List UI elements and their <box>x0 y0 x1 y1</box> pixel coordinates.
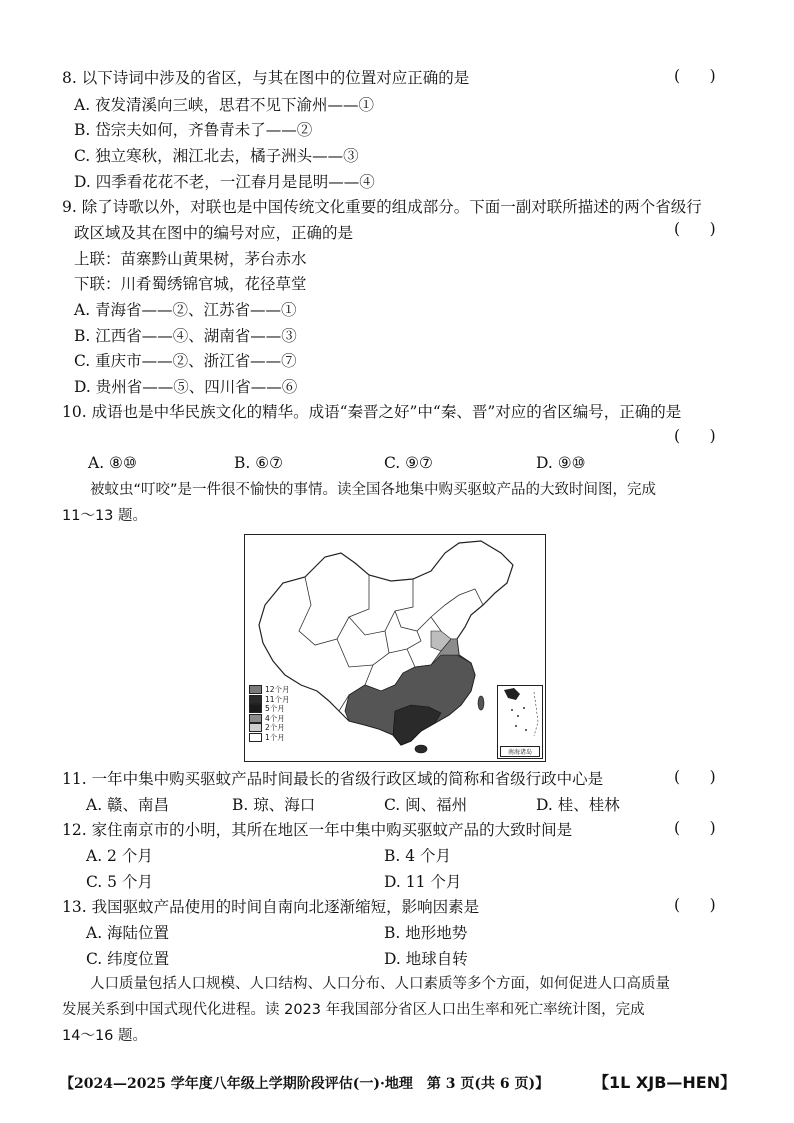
q9-stem-line1: 9. 除了诗歌以外，对联也是中国传统文化重要的组成部分。下面一副对联所描述的两个省级行 <box>62 198 702 216</box>
mosquito-repellent-map <box>244 534 546 762</box>
inset-label: 南海诸岛 <box>500 746 540 757</box>
intro-11-13-line2: 11～13 题。 <box>62 508 148 524</box>
region-12-months <box>393 705 441 745</box>
q8-option-d[interactable]: D. 四季看花花不老，一江春月是昆明——④ <box>74 173 375 191</box>
paper-code: 【1L XJB—HEN】 <box>593 1073 737 1092</box>
q11-option-a[interactable]: A. 赣、南昌 <box>86 796 170 814</box>
intro-14-16-line2: 发展关系到中国式现代化进程。读 2023 年我国部分省区人口出生率和死亡率统计图，完成 <box>62 1002 645 1018</box>
map-legend <box>249 685 290 742</box>
south-china-sea-inset <box>497 685 543 759</box>
inset-map <box>498 686 542 746</box>
q11-stem: 11. 一年中集中购买驱蚊产品时间最长的省级行政区域的简称和省级行政中心是 <box>62 770 604 788</box>
legend-swatch <box>249 695 262 704</box>
q10-option-c[interactable]: C. ⑨⑦ <box>384 454 433 472</box>
legend-row <box>249 704 290 714</box>
q13-option-c[interactable]: C. 纬度位置 <box>86 950 170 968</box>
legend-label: 5个月 <box>265 704 285 713</box>
q11-option-c[interactable]: C. 闽、福州 <box>384 796 468 814</box>
q11-option-d[interactable]: D. 桂、桂林 <box>536 796 620 814</box>
q10-answer-paren[interactable]: ( ) <box>674 427 716 445</box>
q13-option-a[interactable]: A. 海陆位置 <box>86 924 170 942</box>
legend-row <box>249 685 290 695</box>
taiwan-island <box>478 696 484 710</box>
q10-option-b[interactable]: B. ⑥⑦ <box>234 454 284 472</box>
q13-option-b[interactable]: B. 地形地势 <box>384 924 468 942</box>
q10-option-a[interactable]: A. ⑧⑩ <box>88 454 137 472</box>
q9-option-a[interactable]: A. 青海省——②、江苏省——① <box>74 301 297 319</box>
legend-row <box>249 723 290 733</box>
q11-option-b[interactable]: B. 琼、海口 <box>232 796 316 814</box>
q12-option-b[interactable]: B. 4 个月 <box>384 847 452 865</box>
q9-couplet-lower: 下联：川肴蜀绣锦官城，花径草堂 <box>74 275 307 293</box>
hainan-island <box>415 745 427 753</box>
q9-option-b[interactable]: B. 江西省——④、湖南省——③ <box>74 327 297 345</box>
legend-swatch <box>249 704 262 713</box>
intro-14-16-line3: 14～16 题。 <box>62 1028 148 1044</box>
legend-swatch <box>249 733 262 742</box>
q12-option-d[interactable]: D. 11 个月 <box>384 873 462 891</box>
q13-answer-paren[interactable]: ( ) <box>674 896 716 914</box>
q13-option-d[interactable]: D. 地球自转 <box>384 950 468 968</box>
q12-stem: 12. 家住南京市的小明，其所在地区一年中集中购买驱蚊产品的大致时间是 <box>62 821 573 839</box>
q8-option-b[interactable]: B. 岱宗夫如何，齐鲁青未了——② <box>74 121 313 139</box>
legend-row <box>249 714 290 724</box>
legend-row <box>249 695 290 705</box>
legend-swatch <box>249 714 262 723</box>
q9-stem-line2: 政区域及其在图中的编号对应，正确的是 <box>74 224 354 242</box>
q9-answer-paren[interactable]: ( ) <box>674 220 716 238</box>
q9-option-d[interactable]: D. 贵州省——⑤、四川省——⑥ <box>74 378 298 396</box>
q12-option-a[interactable]: A. 2 个月 <box>86 847 153 865</box>
q13-stem: 13. 我国驱蚊产品使用的时间自南向北逐渐缩短，影响因素是 <box>62 898 480 916</box>
legend-label: 1个月 <box>265 732 285 742</box>
q9-couplet-upper: 上联：苗寨黔山黄果树，茅台赤水 <box>74 250 307 268</box>
legend-label: 2个月 <box>265 723 285 732</box>
legend-label: 11个月 <box>265 694 290 704</box>
legend-row <box>249 733 290 743</box>
q8-answer-paren[interactable]: ( ) <box>674 67 716 85</box>
q8-option-c[interactable]: C. 独立寒秋，湘江北去，橘子洲头——③ <box>74 147 359 165</box>
legend-label: 12个月 <box>265 685 290 694</box>
q8-stem: 8. 以下诗词中涉及的省区，与其在图中的位置对应正确的是 <box>62 69 470 87</box>
q10-stem: 10. 成语也是中华民族文化的精华。成语“秦晋之好”中“秦、晋”对应的省区编号，正确的是 <box>62 403 682 421</box>
intro-11-13-line1: 被蚊虫“叮咬”是一件很不愉快的事情。读全国各地集中购买驱蚊产品的大致时间图，完成 <box>90 482 657 498</box>
legend-label: 4个月 <box>265 713 285 723</box>
q12-option-c[interactable]: C. 5 个月 <box>86 873 153 891</box>
legend-swatch <box>249 685 262 694</box>
intro-14-16-line1: 人口质量包括人口规模、人口结构、人口分布、人口素质等多个方面，如何促进人口高质量 <box>90 976 670 992</box>
legend-swatch <box>249 723 262 732</box>
q10-option-d[interactable]: D. ⑨⑩ <box>536 454 586 472</box>
q11-answer-paren[interactable]: ( ) <box>674 768 716 786</box>
page-footer: 【2024—2025 学年度八年级上学期阶段评估(一)·地理 第 3 页(共 6 页)】 <box>60 1076 550 1092</box>
q9-option-c[interactable]: C. 重庆市——②、浙江省——⑦ <box>74 352 297 370</box>
q12-answer-paren[interactable]: ( ) <box>674 819 716 837</box>
q8-option-a[interactable]: A. 夜发清溪向三峡，思君不见下渝州——① <box>74 96 375 114</box>
